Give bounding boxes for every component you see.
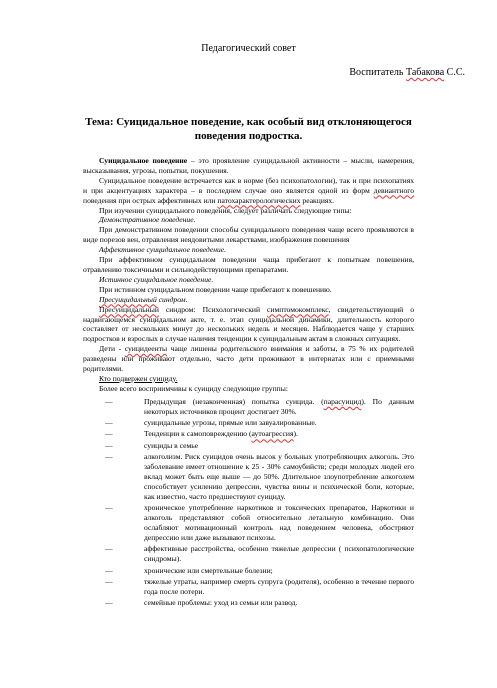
list-item-text: суицидальные угрозы, прямые или завуалированные. <box>144 418 317 428</box>
document-title: Тема: Суицидальное поведение, как особый вид отклоняющегося поведения подростка. <box>85 116 412 142</box>
paragraph-definition <box>83 156 414 176</box>
paragraph-groups-intro: Более всего восприимчивы к суициду следующие группы: <box>99 383 288 393</box>
list-item-text: ). <box>293 429 298 439</box>
list-item-text: Тенденции к самоповреждению ( <box>144 429 252 439</box>
spellcheck-word: Пресуицидальный <box>99 304 159 314</box>
heading-who-susceptible: Кто подвержен суициду. <box>99 373 178 383</box>
dash-bullet: — <box>105 418 113 428</box>
author-line <box>349 67 465 78</box>
list-item <box>83 429 414 439</box>
author-initials: С.С. <box>444 67 465 78</box>
spellcheck-word: суицидеенты <box>124 344 168 354</box>
list-item <box>83 598 414 608</box>
presuicidal-text-b: , свидетельствующий о надвигающемся суицидальном акте, т. е. этап суицидальной динамики, длительность которого составляет от нескольких минут до нескольких недель и месяцев. Наблюдается чаще у старших подростков и взрослых в случае наличия тенденции к суицидальным актам в сложных ситуациях. <box>83 304 414 344</box>
occurrence-text-a: Суицидальное поведение встречается как в норме (без психопатологии), так и при психопатиях и при акцентуациях характера – в последнем случае оно является одной из форм <box>83 175 414 195</box>
list-item-text: семейные проблемы: уход из семьи или развод. <box>144 598 298 608</box>
list-item-text: аффективные расстройства, особенно тяжелые депрессии ( психопатологические синдромы). <box>144 544 414 564</box>
list-item-text: ). По данным некоторых источников процент достигает 30%. <box>144 396 414 416</box>
list-item <box>83 452 414 502</box>
dash-bullet: — <box>105 440 113 450</box>
dash-bullet: — <box>105 577 113 587</box>
list-item <box>83 577 414 597</box>
list-item <box>83 418 414 428</box>
risk-groups-list <box>83 397 414 609</box>
presuicidal-text-a: синдром: Психологический <box>158 304 268 314</box>
list-item-text: хронические или смертельные болезни; <box>144 565 273 575</box>
council-heading: Педагогический совет <box>201 43 296 54</box>
spellcheck-word: симптомокомплекс <box>267 304 329 314</box>
list-item-text: тяжелые утраты, например смерть супруга (родителя), особенно в течение первого года после потери. <box>144 577 414 597</box>
list-item-text: алкоголизм. Риск суицидов очень высок у больных употребляющих алкоголь. Это заболевание имеет отношение к 25 - 30% самоубийств; среди молодых людей его вклад может быть еще выше — до 50%. Длительное злоупотребление алкоголем способствует усилению депрессии, чувства вины и психической боли, которые, как известно, часто предшествуют суициду. <box>144 452 414 501</box>
paragraph-occurrence <box>83 176 414 206</box>
list-item <box>83 397 414 417</box>
heading-affective: Аффективное суицидальное поведение. <box>99 245 227 255</box>
children-text-a: Дети - <box>99 344 125 354</box>
dash-bullet: — <box>105 503 113 513</box>
definition-text: – это проявление суицидальной активности – мысли, намерения, высказывания, угрозы, попытки, покушения. <box>83 156 415 175</box>
spellcheck-word: парасуицид <box>323 396 362 406</box>
children-text-b: чаще лишены родительского внимания и заботы, в 75 % их родителей разведены или проживают отдельно, часто дети проживают в интернатах или с приемными родителями. <box>83 344 414 374</box>
heading-presuicidal <box>83 295 414 305</box>
document-body <box>83 156 414 610</box>
paragraph-children <box>83 344 414 374</box>
paragraph-presuicidal <box>83 305 414 345</box>
heading-demonstrative: Демонстративное поведение. <box>99 215 196 225</box>
heading-presuicidal-rest: синдром. <box>156 294 188 304</box>
list-item-text: суициды в семье <box>144 440 199 450</box>
dash-bullet: — <box>105 565 113 575</box>
list-item <box>83 441 414 451</box>
spellcheck-word: аутоагрессия <box>251 429 294 439</box>
author-prefix: Воспитатель <box>349 67 406 78</box>
spellcheck-word: патохарактерологических <box>217 195 301 205</box>
dash-bullet: — <box>105 396 113 406</box>
paragraph-true: При истинном суицидальном поведении чаще прибегают к повешению. <box>99 284 332 294</box>
spellcheck-word: Пресуицидальный <box>99 294 157 304</box>
dash-bullet: — <box>105 598 113 608</box>
dash-bullet: — <box>105 544 113 554</box>
paragraph-affective: При аффективном суицидальном поведении чаща прибегают к попыткам повешения, отравлению токсичными и сильнодействующими препаратами. <box>83 255 414 274</box>
dash-bullet: — <box>105 429 113 439</box>
spellcheck-word: девиантного <box>373 185 414 195</box>
paragraph-types-intro: При изучении суицидального поведения, следует различать следующие типы: <box>99 205 352 215</box>
author-name: Табакова <box>405 67 445 78</box>
dash-bullet: — <box>105 452 113 462</box>
list-item <box>83 503 414 543</box>
list-item <box>83 544 414 564</box>
list-item-text: Предыдущая (незаконченная) попытка суицида. ( <box>144 396 324 406</box>
occurrence-text-c: реакциях. <box>300 195 335 205</box>
heading-true: Истинное суицидальное поведение. <box>99 274 214 284</box>
list-item <box>83 566 414 576</box>
occurrence-text-b: поведения при острых аффективных или <box>83 195 218 205</box>
term-suicidal-behavior: Суицидальное поведение <box>99 156 188 165</box>
list-item-text: хроническое употребление наркотиков и токсических препаратов, Наркотики и алкоголь представляют собой относительно летальную комбинацию. Они ослабляют мотивационный контроль над поведением человека, обостряют депрессию или даже вызывают психозы. <box>144 503 414 543</box>
paragraph-demonstrative: При демонстративном поведении способы суицидального поведения чаще всего проявляются в виде порезов вен, отравления неядовитыми лекарствами, изображения повешения <box>83 225 414 245</box>
